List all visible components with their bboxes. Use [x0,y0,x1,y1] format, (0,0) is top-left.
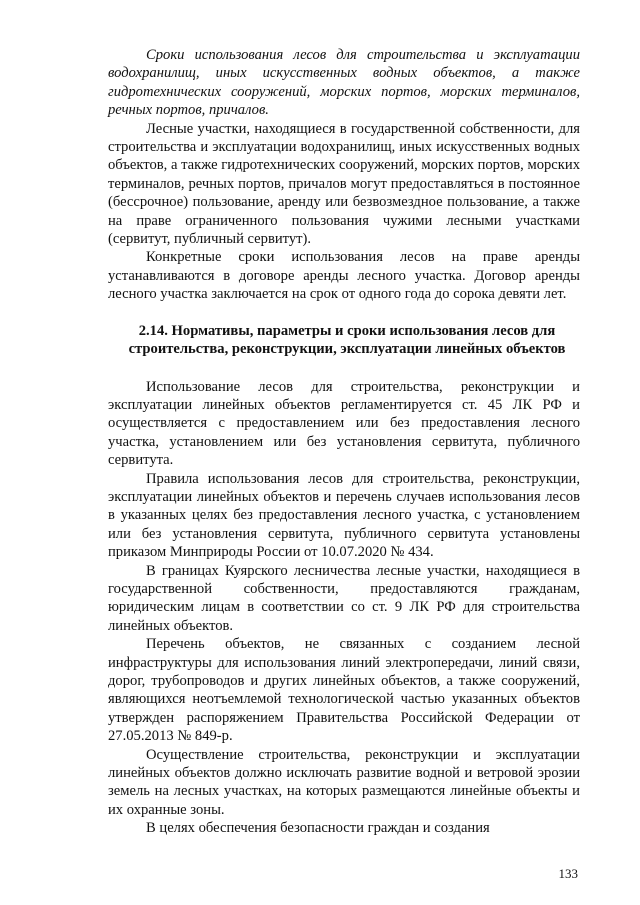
paragraph: Лесные участки, находящиеся в государственной собственности, для строительства и эксплуатации водохранилищ, иных искусственных водных объектов, а также гидротехнических сооружений, морских портов, морских терминалов, речных портов, причалов могут предоставляться в постоянное (бессрочное) пользование, аренду или безвозмездное пользование, а также на праве ограниченного пользования чужими лесными участками (сервитут, публичный сервитут). [108,120,580,248]
paragraph: Осуществление строительства, реконструкции и эксплуатации линейных объектов должно исключать развитие водной и ветровой эрозии земель на лесных участках, на которых размещаются линейные объекты и их охранные зоны. [108,746,580,818]
paragraph-italic-intro: Сроки использования лесов для строительства и эксплуатации водохранилищ, иных искусственных водных объектов, а также гидротехнических сооружений, морских портов, морских терминалов, речных портов, причалов. [108,47,580,119]
paragraph: Конкретные сроки использования лесов на праве аренды устанавливаются в договоре аренды лесного участка. Договор аренды лесного участка заключается на срок от одного года до сорока девяти лет. [108,249,580,303]
page-number: 133 [558,866,578,881]
paragraph: Перечень объектов, не связанных с созданием лесной инфраструктуры для использования линий электропередачи, линий связи, дорог, трубопроводов и других линейных объектов, а также сооружений, являющихся неотъемлемой технологической частью указанных объектов утвержден распоряжением Правительства Российской Федерации от 27.05.2013 № 849-р. [108,636,580,745]
section-heading-line: строительства, реконструкции, эксплуатации линейных объектов [128,341,566,358]
paragraph: В границах Куярского лесничества лесные участки, находящиеся в государственной собственности, предоставляются гражданам, юридическим лицам в соответствии со ст. 9 ЛК РФ для строительства линейных объектов. [108,562,580,634]
paragraph: Использование лесов для строительства, реконструкции и эксплуатации линейных объектов регламентируется ст. 45 ЛК РФ и осуществляется с предоставлением или без предоставления лесного участка, установлением или без установления сервитута, публичного сервитута. [108,378,580,469]
section-heading-line: 2.14. Нормативы, параметры и сроки использования лесов для [138,322,556,339]
paragraph: Правила использования лесов для строительства, реконструкции, эксплуатации линейных объектов и перечень случаев использования лесов в указанных целях без предоставления лесного участка, с установлением или без установления сервитута, публичного сервитута установлены приказом Минприроды России от 10.07.2020 № 434. [108,470,580,561]
paragraph: В целях обеспечения безопасности граждан и создания [146,820,490,837]
section-heading [108,322,580,359]
